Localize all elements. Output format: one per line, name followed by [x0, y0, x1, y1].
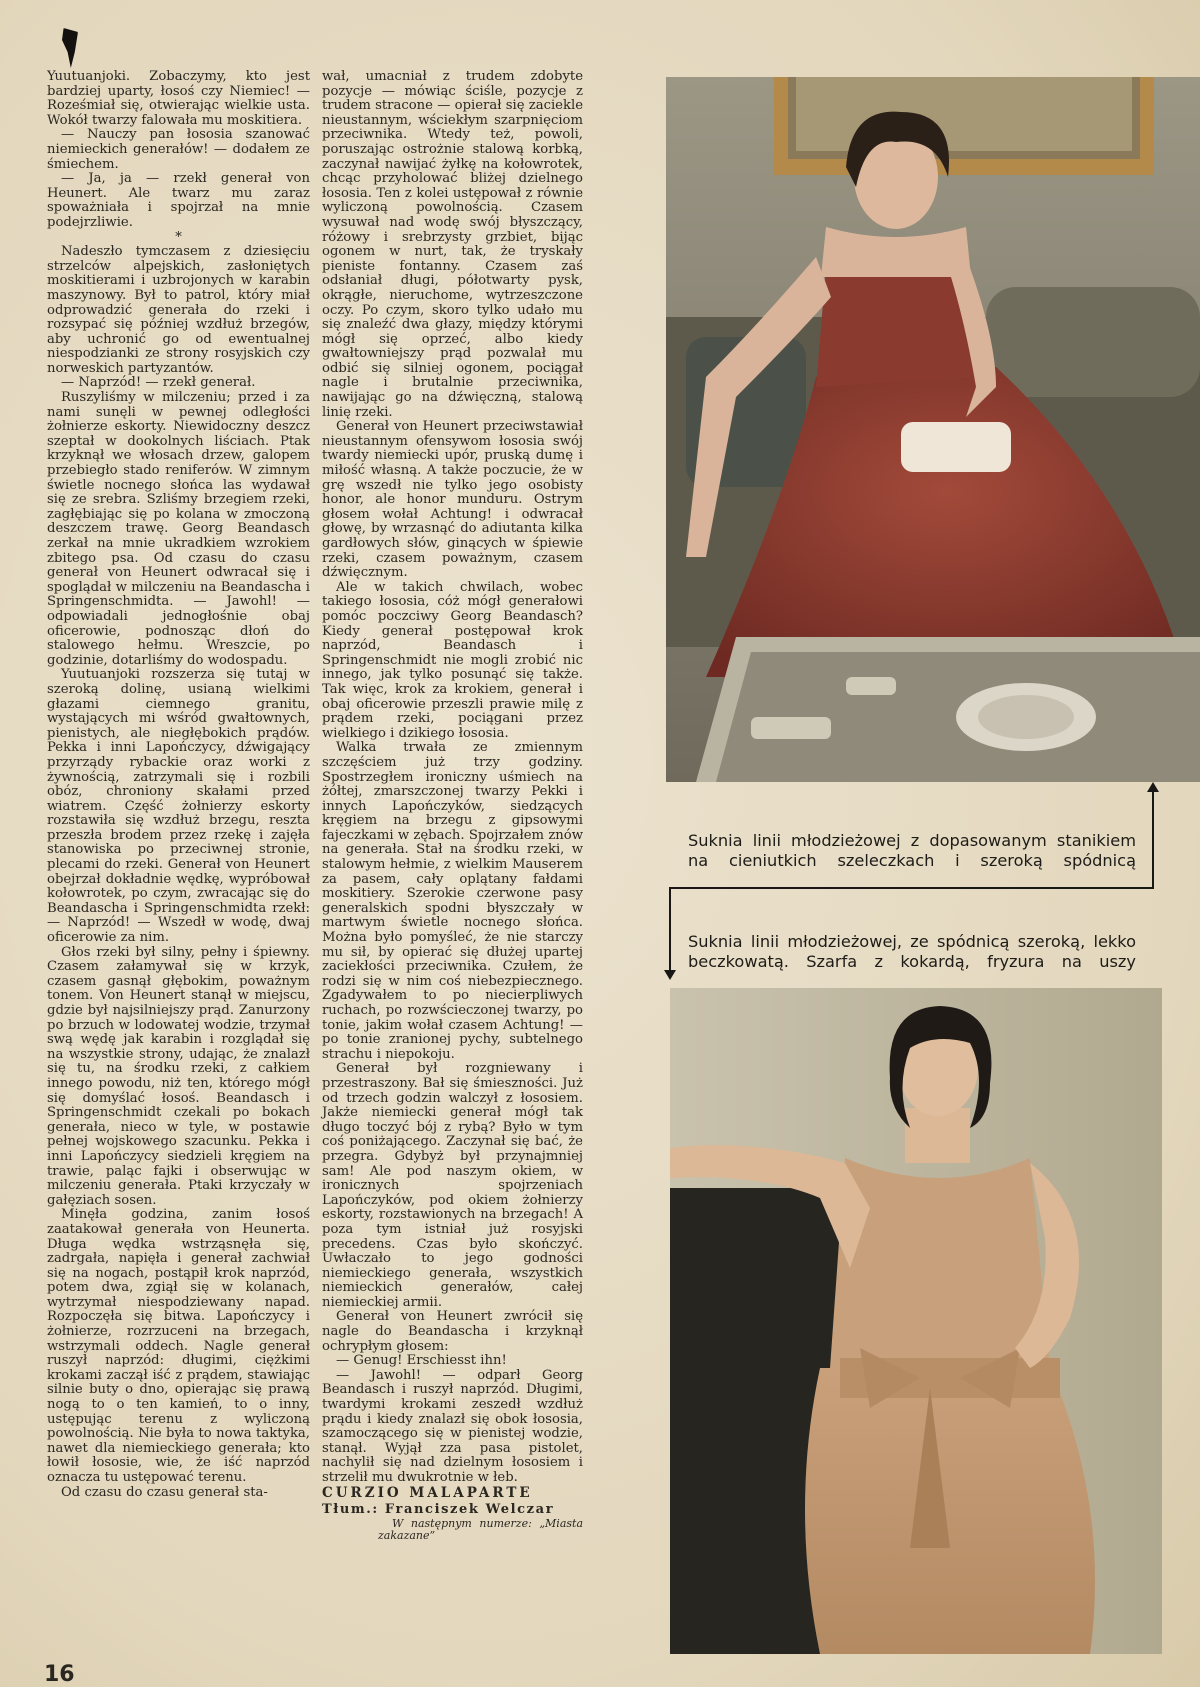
section-break-star: *: [175, 229, 182, 245]
article-paragraph: Yuutuanjoki. Zobaczymy, kto jest bardziej uparty, łosoś czy Niemiec! — Roześmiał się, otwierając wielkie usta. Wokół twarzy falowała mu moskitiera.: [47, 69, 310, 128]
connector-line-right: [1152, 792, 1154, 889]
article-paragraph: Yuutuanjoki rozszerza się tutaj w szeroką dolinę, usianą wielkimi głazami ciemnego granitu, wystających mi wśród gwałtownych, pienistych, ale niegłębokich prądów. Pekka i inni Lapończycy, dźwigający przyrządy rybackie oraz worki z żywnością, zatrzymali się i rozbili obóz, chroniony skałami przed wiatrem. Część żołnierzy eskorty rozstawiła się wzdłuż brzegu, reszta przeszła brodem przez rzekę i zajęła stanowiska po przeciwnej stronie, plecami do rzeki. Generał von Heunert obejrzał dokładnie wędkę, wypróbował kołowrotek, po czym, zwracając się do Beandascha i Springenschmidta rzekł: — Naprzód! — Wszedł w wodę, dwaj oficerowie za nim.: [47, 667, 310, 946]
translator-credit: Tłum.: Franciszek Welczar: [322, 1502, 555, 1518]
author-signature: CURZIO MALAPARTE: [322, 1484, 533, 1501]
next-issue-note: W następnym numerze: „Miasta zakazane”: [378, 1516, 583, 1542]
article-paragraph: Minęła godzina, zanim łosoś zaatakował generała von Heunerta. Długa wędka wstrząsnęła się, zadrgała, napięła i generał zachwiał się na nogach, postąpił krok naprzód, potem dwa, zgiął się w kolanach, wytrzymał niespodziewany napad. Rozpoczęła się bitwa. Lapończycy i żołnierze, rozrzuceni na brzegach, wstrzymali oddech. Nagle generał ruszył naprzód: długimi, ciężkimi krokami zaczął iść z prądem, stawiając silnie buty o dno, opierając się prawą nogą to o ten kamień, to o inny, ustępując terenu z wyliczoną powolnością. Nie była to nowa taktyka, nawet dla niemieckiego generała; kto łowił łososie, wie, że iść naprzód oznacza tu ustępować terenu.: [47, 1207, 310, 1485]
article-paragraph: Generał von Heunert przeciwstawiał nieustannym ofensywom łososia swój twardy niemiecki upór, pruską dumę i miłość własną. A także poczucie, że w grę wszedł nie tylko jego osobisty honor, ale honor munduru. Ostrym głosem wołał Achtung! i odwracał głowę, by wrzasnąć do adiutanta kilka gardłowych słów, ginących w śpiewie rzeki, czasem poważnym, czasem dźwięcznym.: [322, 419, 583, 581]
arrow-up-icon: [1147, 782, 1159, 792]
article-paragraph: Głos rzeki był silny, pełny i śpiewny. Czasem załamywał się w krzyk, czasem gasnął głębokim, poważnym tonem. Von Heunert stanął w miejscu, gdzie był najsilniejszy prąd. Zanurzony po brzuch w lodowatej wodzie, trzymał swą wędę jak karabin i rozglądał się na wszystkie strony, udając, że znalazł się tu, na środku rzeki, z całkiem innego powodu, niż ten, którego mógł się domyślać łosoś. Beandasch i Springenschmidt czekali po bokach generała, nieco w tyle, w postawie pełnej wojskowego szacunku. Pekka i inni Lapończycy siedzieli kręgiem na trawie, paląc fajki i obserwując w milczeniu generała. Ptaki krzyczały w gałęziach sosen.: [47, 944, 310, 1208]
article-column-1: [47, 70, 310, 1500]
article-paragraph: Ruszyliśmy w milczeniu; przed i za nami sunęli w pewnej odległości żołnierze eskorty. Niewidoczny deszcz szeptał w dookolnych liściach. Ptak krzyknął we włosach drzew, galopem przebiegło stado reniferów. W zimnym świetle nocnego słońca las wydawał się ze srebra. Szliśmy brzegiem rzeki, zagłębiając się po kolana w zmoczoną deszczem trawę. Georg Beandasch zerkał na mnie ukradkiem wzrokiem zbitego psa. Od czasu do czasu generał von Heunert odwracał się i spoglądał w milczeniu na Beandascha i Springenschmidta. — Jawohl! — odpowiadali jednogłośnie obaj oficerowie, podnosząc dłoń do stalowego hełmu. Wreszcie, po godzinie, dotarliśmy do wodospadu.: [47, 390, 310, 668]
page-number: 16: [44, 1662, 75, 1687]
article-paragraph: — Jawohl! — odparł Georg Beandasch i ruszył naprzód. Długimi, twardymi krokami zeszedł wzdłuż prądu i kiedy znalazł się obok łososia, szamoczącego się w pienistej wodzie, stanął. Wyjął zza pasa pistolet, nachylił się nad dzielnym łososiem i strzelił mu dwukrotnie w łeb.: [322, 1367, 583, 1485]
caption-beige-dress: Suknia linii młodzieżowej, ze spódnicą szeroką, lekko beczkowatą. Szarfa z kokardą, fryzura na uszy: [688, 932, 1136, 972]
section-mark-icon: [62, 28, 78, 68]
fashion-photo-red-dress: [666, 77, 1200, 782]
article-paragraph: — Genug! Erschiesst ihn!: [336, 1353, 507, 1369]
article-paragraph: Ale w takich chwilach, wobec takiego łososia, cóż mógł generałowi pomóc poczciwy Georg Beandasch? Kiedy generał postępował krok naprzód, Beandasch i Springenschmidt nie mogli zrobić nic innego, jak tylko posunąć się także. Tak więc, krok za krokiem, generał i obaj oficerowie przeszli prawie milę z prądem rzeki, pociągani przez wielkiego i dzikiego łososia.: [322, 579, 583, 741]
caption-red-dress: Suknia linii młodzieżowej z dopasowanym stanikiem na cieniutkich szeleczkach i szeroką spódnicą: [688, 831, 1136, 871]
connector-line-left: [669, 887, 671, 971]
article-paragraph: Od czasu do czasu generał sta-: [61, 1484, 268, 1500]
fashion-photo-beige-dress: [670, 988, 1162, 1654]
arrow-down-icon: [664, 970, 676, 980]
connector-line-horizontal: [670, 887, 1154, 889]
article-paragraph: Generał von Heunert zwrócił się nagle do Beandascha i krzyknął ochrypłym głosem:: [322, 1309, 583, 1354]
article-paragraph: Generał był rozgniewany i przestraszony. Bał się śmieszności. Już od trzech godzin walczył z łososiem. Jakże niemiecki generał mógł tak długo toczyć bój z rybą? Było w tym coś poniżającego. Zaczynał się bać, że przegra. Gdybyż był przynajmniej sam! Ale pod naszym okiem, w ironicznych spojrzeniach Lapończyków, pod okiem żołnierzy eskorty, rozstawionych na brzegach! A poza tym istniał już rosyjski precedens. Czas było skończyć. Uwłaczało to jego godności niemieckiego generała, wszystkich niemieckich generałów, całej niemieckiej armii.: [322, 1061, 583, 1310]
article-paragraph: — Ja, ja — rzekł generał von Heunert. Ale twarz mu zaraz spoważniała i spojrzał na mnie podejrzliwie.: [47, 171, 310, 230]
article-paragraph: wał, umacniał z trudem zdobyte pozycje — mówiąc ściśle, pozycje z trudem stracone — opierał się zaciekle nieustannym, wściekłym szarpnięciom przeciwnika. Wtedy też, powoli, poruszając ostrożnie stalową korbką, zaczynał nawijać żyłkę na kołowrotek, chcąc przyholować bliżej dzielnego łososia. Ten z kolei ustępował z równie wyliczoną powolnością. Czasem wysuwał nad wodę swój błyszczący, różowy i srebrzysty grzbiet, bijąc ogonem w nurt, tak, że tryskały pieniste fontanny. Czasem zaś odsłaniał długi, półotwarty pysk, okrągłe, nieruchome, wytrzeszczone oczy. Po czym, skoro tylko udało mu się znaleźć dwa głazy, między którymi mógł się oprzeć, albo kiedy gwałtowniejszy prąd pozwalał mu odbić się silniej ogonem, pociągał nagle i brutalnie przeciwnika, nawijając go na dźwięczną, stalową linię rzeki.: [322, 69, 583, 420]
article-paragraph: Nadeszło tymczasem z dziesięciu strzelców alpejskich, zasłoniętych moskitierami i uzbrojonych w karabin maszynowy. Był to patrol, który miał odprowadzić generała do rzeki i rozsypać się później wzdłuż brzegów, aby uchronić go od ewentualnej niespodzianki ze strony rosyjskich czy norweskich partyzantów.: [47, 244, 310, 376]
article-paragraph: Walka trwała ze zmiennym szczęściem już trzy godziny. Spostrzegłem ironiczny uśmiech na żółtej, zmarszczonej twarzy Pekki i innych Lapończyków, siedzących kręgiem na brzegu z gipsowymi fajeczkami w zębach. Spojrzałem znów na generała. Stał na środku rzeki, w stalowym hełmie, z wielkim Mauserem za pasem, cały oplątany fałdami moskitiery. Szerokie czerwone pasy generalskich spodni błyszczały w martwym świetle nocnego słońca. Można było pomyśleć, że nie starczy mu sił, by opierać się dłużej upartej zaciekłości przeciwnika. Czułem, że rodzi się w nim coś niebezpiecznego. Zgadywałem to po niecierpliwych ruchach, po rozwścieczonej twarzy, po tonie, jakim wołał czasem Achtung! — po tonie zranionej pychy, subtelnego strachu i niepokoju.: [322, 740, 583, 1062]
article-paragraph: — Naprzód! — rzekł generał.: [61, 375, 256, 391]
article-paragraph: — Nauczy pan łososia szanować niemieckich generałów! — dodałem ze śmiechem.: [47, 127, 310, 172]
article-column-2: [322, 70, 583, 1542]
